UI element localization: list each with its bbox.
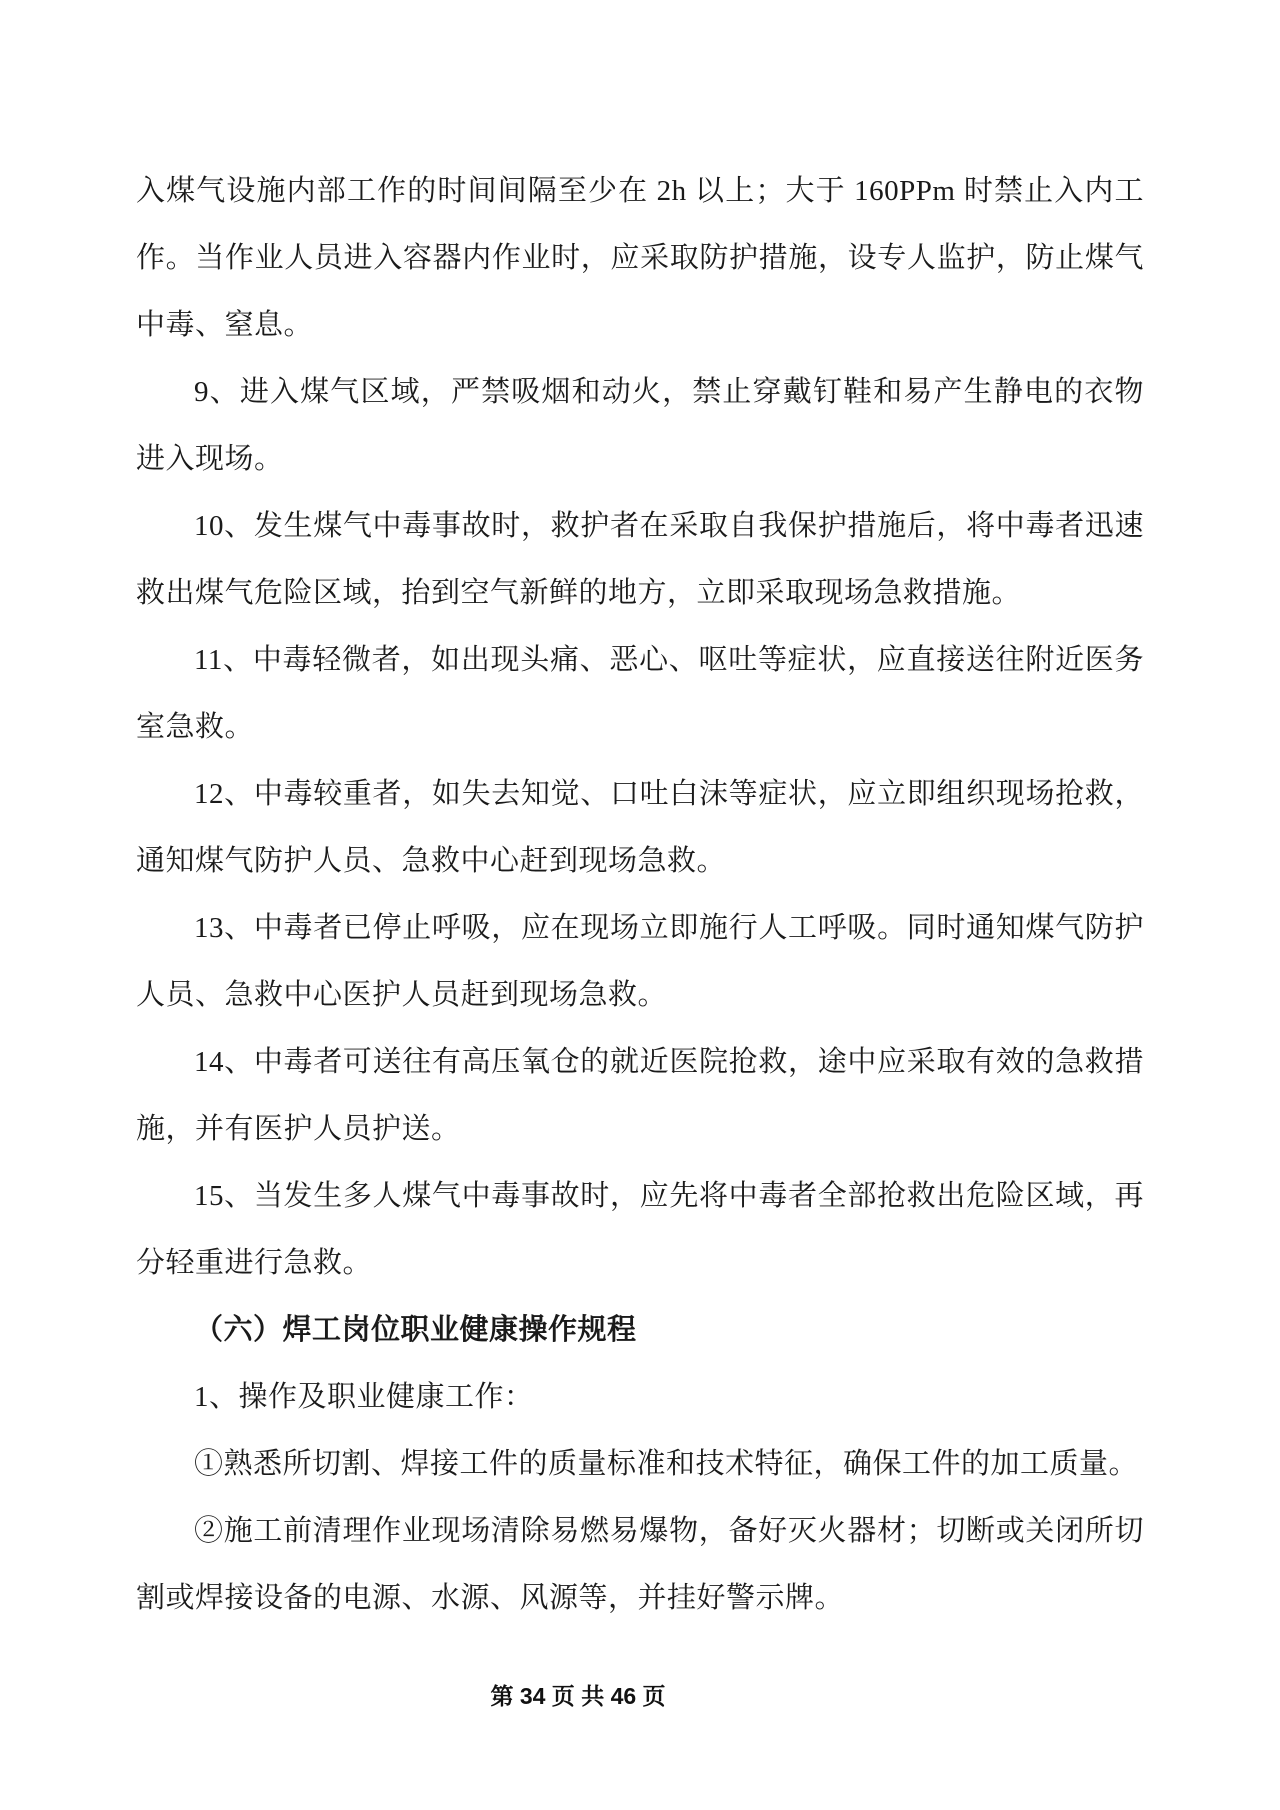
- body-paragraph: 14、中毒者可送往有高压氧仓的就近医院抢救，途中应采取有效的急救措施，并有医护人员护送。: [136, 1046, 1144, 1145]
- document-body: [136, 158, 1144, 1632]
- section-heading: （六）焊工岗位职业健康操作规程: [194, 1314, 637, 1346]
- body-paragraph: 13、中毒者已停止呼吸，应在现场立即施行人工呼吸。同时通知煤气防护人员、急救中心医护人员赶到现场急救。: [136, 912, 1144, 1011]
- body-paragraph: 1、操作及职业健康工作：: [194, 1381, 534, 1413]
- page-number-label: 第 34 页 共 46 页: [490, 1683, 666, 1709]
- body-paragraph: 入煤气设施内部工作的时间间隔至少在 2h 以上；大于 160PPm 时禁止入内工作。当作业人员进入容器内作业时，应采取防护措施，设专人监护，防止煤气中毒、窒息。: [136, 175, 1144, 341]
- body-paragraph: ②施工前清理作业现场清除易燃易爆物，备好灭火器材；切断或关闭所切割或焊接设备的电源、水源、风源等，并挂好警示牌。: [136, 1515, 1144, 1614]
- body-paragraph: 12、中毒较重者，如失去知觉、口吐白沫等症状，应立即组织现场抢救，通知煤气防护人员、急救中心赶到现场急救。: [136, 778, 1144, 877]
- body-paragraph: 10、发生煤气中毒事故时，救护者在采取自我保护措施后，将中毒者迅速救出煤气危险区域，抬到空气新鲜的地方，立即采取现场急救措施。: [136, 510, 1144, 609]
- page-footer: [0, 1678, 1156, 1711]
- body-paragraph: ①熟悉所切割、焊接工件的质量标准和技术特征，确保工件的加工质量。: [194, 1448, 1139, 1480]
- body-paragraph: 11、中毒轻微者，如出现头痛、恶心、呕吐等症状，应直接送往附近医务室急救。: [136, 644, 1144, 743]
- body-paragraph: 9、进入煤气区域，严禁吸烟和动火，禁止穿戴钉鞋和易产生静电的衣物进入现场。: [136, 376, 1144, 475]
- body-paragraph: 15、当发生多人煤气中毒事故时，应先将中毒者全部抢救出危险区域，再分轻重进行急救。: [136, 1180, 1144, 1279]
